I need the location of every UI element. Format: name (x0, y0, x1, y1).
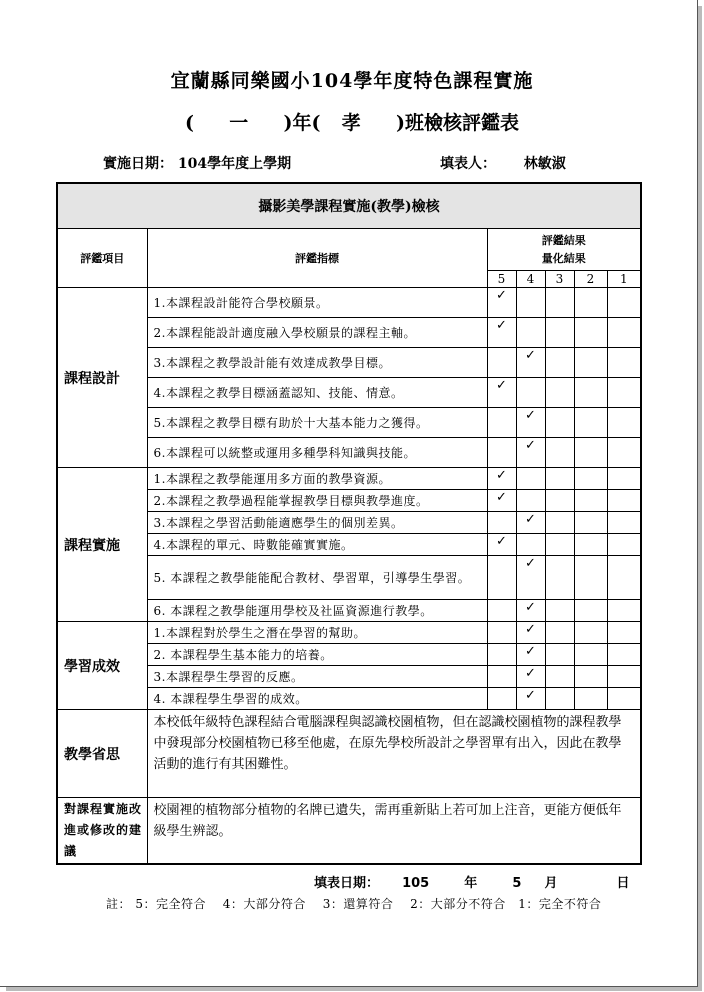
empty-score-cell (607, 666, 641, 688)
empty-score-cell (607, 688, 641, 710)
empty-score-cell (545, 490, 574, 512)
empty-score-cell (545, 348, 574, 378)
empty-score-cell (574, 688, 607, 710)
indicator-text: 2. 本課程學生基本能力的培養。 (147, 644, 487, 666)
document-title: 宜蘭縣同樂國小104學年度特色課程實施 (170, 70, 534, 92)
check-icon: ✓ (487, 288, 516, 318)
empty-score-cell (487, 644, 516, 666)
suggestion-row (57, 798, 641, 864)
check-icon: ✓ (487, 490, 516, 512)
score-legend-note: 註： 5：完全符合 4：大部分符合 3：還算符合 2：大部分不符合 1：完全不符合 (106, 897, 602, 911)
indicator-text: 6. 本課程之教學能運用學校及社區資源進行教學。 (147, 600, 487, 622)
empty-score-cell (516, 490, 545, 512)
check-icon: ✓ (487, 468, 516, 490)
empty-score-cell (607, 490, 641, 512)
empty-score-cell (607, 556, 641, 600)
indicator-text: 3.本課程之教學設計能有效達成教學目標。 (147, 348, 487, 378)
fill-month-unit: 月 (544, 876, 558, 891)
empty-score-cell (487, 666, 516, 688)
empty-score-cell (487, 438, 516, 468)
empty-score-cell (574, 468, 607, 490)
empty-score-cell (545, 644, 574, 666)
reflection-row (57, 710, 641, 798)
empty-score-cell (574, 288, 607, 318)
subtitle-end: )班檢核評鑑表 (396, 112, 519, 134)
empty-score-cell (607, 378, 641, 408)
document-subtitle (0, 108, 704, 135)
indicator-text: 5. 本課程之教學能能配合教材、學習單，引導學生學習。 (147, 556, 487, 600)
indicator-text: 4.本課程的單元、時數能確實實施。 (147, 534, 487, 556)
indicator-text: 2.本課程之教學過程能掌握教學目標與教學進度。 (147, 490, 487, 512)
table-row (57, 622, 641, 644)
empty-score-cell (516, 318, 545, 348)
score-header-4: 4 (516, 271, 545, 288)
empty-score-cell (574, 378, 607, 408)
check-icon: ✓ (487, 318, 516, 348)
check-icon: ✓ (516, 408, 545, 438)
subtitle-open: ( (184, 112, 194, 134)
suggestion-label: 對課程實施改進或修改的建議 (57, 798, 147, 864)
score-header-5: 5 (487, 271, 516, 288)
category-2: 課程實施 (57, 468, 147, 622)
empty-score-cell (574, 490, 607, 512)
empty-score-cell (607, 288, 641, 318)
empty-score-cell (574, 556, 607, 600)
empty-score-cell (607, 408, 641, 438)
empty-score-cell (487, 408, 516, 438)
empty-score-cell (607, 644, 641, 666)
filler-value: 林敏淑 (523, 156, 566, 172)
empty-score-cell (574, 348, 607, 378)
check-icon: ✓ (516, 666, 545, 688)
empty-score-cell (545, 468, 574, 490)
empty-score-cell (574, 666, 607, 688)
score-header-3: 3 (545, 271, 574, 288)
indicator-text: 1.本課程設計能符合學校願景。 (147, 288, 487, 318)
empty-score-cell (574, 438, 607, 468)
empty-score-cell (516, 378, 545, 408)
subtitle-grade: 一 (229, 112, 249, 134)
empty-score-cell (545, 600, 574, 622)
empty-score-cell (516, 534, 545, 556)
empty-score-cell (545, 438, 574, 468)
table-row (57, 288, 641, 318)
empty-score-cell (574, 408, 607, 438)
reflection-label: 教學省思 (57, 710, 147, 798)
fill-year-unit: 年 (464, 876, 478, 891)
empty-score-cell (574, 644, 607, 666)
check-icon: ✓ (516, 512, 545, 534)
quant-label: 量化結果 (541, 251, 586, 265)
empty-score-cell (487, 556, 516, 600)
fill-month: 5 (512, 876, 522, 891)
date-value: 104學年度上學期 (177, 156, 292, 172)
empty-score-cell (545, 556, 574, 600)
indicator-text: 3.本課程之學習活動能適應學生的個別差異。 (147, 512, 487, 534)
category-3: 學習成效 (57, 622, 147, 710)
empty-score-cell (607, 438, 641, 468)
category-1: 課程設計 (57, 288, 147, 468)
empty-score-cell (545, 534, 574, 556)
check-icon: ✓ (487, 378, 516, 408)
check-icon: ✓ (487, 534, 516, 556)
empty-score-cell (487, 348, 516, 378)
empty-score-cell (516, 468, 545, 490)
empty-score-cell (574, 318, 607, 348)
empty-score-cell (574, 622, 607, 644)
indicator-text: 2.本課程能設計適度融入學校願景的課程主軸。 (147, 318, 487, 348)
check-icon: ✓ (516, 688, 545, 710)
indicator-text: 6.本課程可以統整或運用多種學科知識與技能。 (147, 438, 487, 468)
check-icon: ✓ (516, 556, 545, 600)
check-icon: ✓ (516, 622, 545, 644)
empty-score-cell (487, 688, 516, 710)
empty-score-cell (607, 468, 641, 490)
implementation-date (103, 153, 291, 173)
col-header-indicator: 評鑑指標 (147, 229, 487, 288)
check-icon: ✓ (516, 348, 545, 378)
filler-label: 填表人： (440, 156, 496, 172)
subtitle-mid: )年( (283, 112, 321, 134)
indicator-text: 4.本課程之教學目標涵蓋認知、技能、情意。 (147, 378, 487, 408)
col-header-result (487, 229, 641, 271)
empty-score-cell (545, 512, 574, 534)
indicator-text: 4. 本課程學生學習的成效。 (147, 688, 487, 710)
date-label: 實施日期： (103, 156, 173, 172)
empty-score-cell (574, 534, 607, 556)
empty-score-cell (545, 408, 574, 438)
fill-day-unit: 日 (616, 876, 630, 891)
col-header-item: 評鑑項目 (57, 229, 147, 288)
empty-score-cell (487, 600, 516, 622)
empty-score-cell (487, 622, 516, 644)
result-label: 評鑑結果 (541, 233, 586, 247)
empty-score-cell (487, 512, 516, 534)
check-icon: ✓ (516, 438, 545, 468)
empty-score-cell (545, 622, 574, 644)
empty-score-cell (545, 378, 574, 408)
empty-score-cell (516, 288, 545, 318)
empty-score-cell (574, 600, 607, 622)
fill-date (314, 872, 630, 891)
empty-score-cell (607, 622, 641, 644)
evaluation-table-wrapper (56, 182, 642, 865)
indicator-text: 3.本課程學生學習的反應。 (147, 666, 487, 688)
empty-score-cell (607, 512, 641, 534)
table-row (57, 468, 641, 490)
empty-score-cell (545, 288, 574, 318)
indicator-text: 5.本課程之教學目標有助於十大基本能力之獲得。 (147, 408, 487, 438)
evaluation-table (56, 182, 642, 865)
empty-score-cell (545, 318, 574, 348)
check-icon: ✓ (516, 644, 545, 666)
indicator-text: 1.本課程之教學能運用多方面的教學資源。 (147, 468, 487, 490)
empty-score-cell (574, 512, 607, 534)
empty-score-cell (607, 348, 641, 378)
empty-score-cell (607, 318, 641, 348)
fill-date-label: 填表日期： (314, 876, 380, 891)
suggestion-text: 校園裡的植物部分植物的名牌已遺失，需再重新貼上若可加上注音，更能方便低年級學生辨認。 (147, 798, 641, 864)
empty-score-cell (607, 534, 641, 556)
reflection-text: 本校低年級特色課程結合電腦課程與認識校園植物，但在認識校園植物的課程教學中發現部分校園植物已移至他處，在原先學校所設計之學習單有出入，因此在教學活動的進行有其困難性。 (147, 710, 641, 798)
empty-score-cell (607, 600, 641, 622)
score-header-2: 2 (574, 271, 607, 288)
empty-score-cell (545, 666, 574, 688)
score-header-1: 1 (607, 271, 641, 288)
check-icon: ✓ (516, 600, 545, 622)
table-title: 攝影美學課程實施(教學)檢核 (57, 183, 641, 229)
indicator-text: 1.本課程對於學生之潛在學習的幫助。 (147, 622, 487, 644)
filler (440, 153, 566, 173)
empty-score-cell (545, 688, 574, 710)
fill-year: 105 (402, 876, 430, 891)
subtitle-class: 孝 (341, 112, 361, 134)
